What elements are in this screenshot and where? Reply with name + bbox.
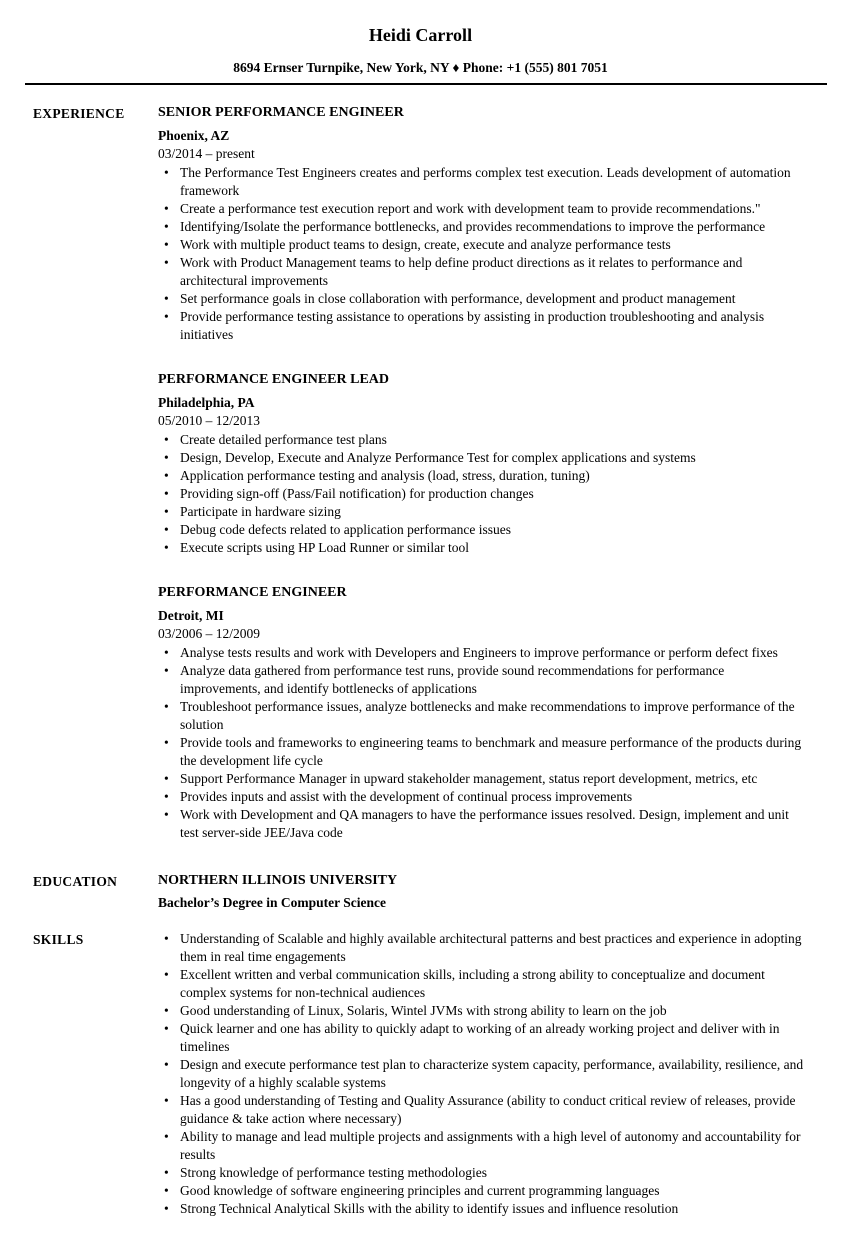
section-label-skills: SKILLS xyxy=(33,932,84,947)
job-dates: 03/2014 – present xyxy=(158,146,255,161)
job-entry xyxy=(158,584,808,842)
bullet-item: • Provides inputs and assist with the development of continual process improvements xyxy=(158,788,808,806)
job-bullets xyxy=(158,164,808,344)
section-skills xyxy=(33,930,808,1218)
bullet-item: • Work with Development and QA managers to have the performance issues resolved. Design, implement and unit test server-side JEE/Java code xyxy=(158,806,808,842)
bullet-item: • Create a performance test execution report and work with development team to provide recommendations." xyxy=(158,200,808,218)
bullet-item: • Provide tools and frameworks to engineering teams to benchmark and measure performance of the products during the development life cycle xyxy=(158,734,808,770)
section-label-experience: EXPERIENCE xyxy=(33,106,125,121)
job-bullets xyxy=(158,644,808,842)
bullet-item: • Support Performance Manager in upward stakeholder management, status report development, metrics, etc xyxy=(158,770,808,788)
bullet-item: • Understanding of Scalable and highly available architectural patterns and best practices and experience in adopting them in real time engagements xyxy=(158,930,808,966)
bullet-item: • Excellent written and verbal communication skills, including a strong ability to conceptualize and document complex systems for non-technical audiences xyxy=(158,966,808,1002)
degree: Bachelor’s Degree in Computer Science xyxy=(158,895,386,910)
bullet-item: • Quick learner and one has ability to quickly adapt to working of an already working project and deliver with in timelines xyxy=(158,1020,808,1056)
bullet-item: • Provide performance testing assistance to operations by assisting in production troubleshooting and analysis initiatives xyxy=(158,308,808,344)
bullet-item: • Strong knowledge of performance testing methodologies xyxy=(158,1164,808,1182)
bullet-item: • Work with multiple product teams to design, create, execute and analyze performance tests xyxy=(158,236,808,254)
section-education xyxy=(33,872,808,912)
bullet-item: • Good knowledge of software engineering principles and current programming languages xyxy=(158,1182,808,1200)
job-location: Detroit, MI xyxy=(158,608,224,623)
bullet-item: • Set performance goals in close collaboration with performance, development and product management xyxy=(158,290,808,308)
section-experience xyxy=(33,104,808,842)
school-name: NORTHERN ILLINOIS UNIVERSITY xyxy=(158,873,398,888)
education-content xyxy=(158,872,808,912)
job-dates: 05/2010 – 12/2013 xyxy=(158,413,261,428)
resume-name: Heidi Carroll xyxy=(368,25,473,45)
job-location: Philadelphia, PA xyxy=(158,395,255,410)
job-bullets xyxy=(158,431,808,557)
bullet-item: • Design and execute performance test plan to characterize system capacity, performance, availability, resilience, and longevity of a highly scalable systems xyxy=(158,1056,808,1092)
job-dates: 03/2006 – 12/2009 xyxy=(158,626,261,641)
bullet-item: • Troubleshoot performance issues, analyze bottlenecks and make recommendations to improve performance of the solution xyxy=(158,698,808,734)
job-location: Phoenix, AZ xyxy=(158,128,230,143)
bullet-item: • Providing sign-off (Pass/Fail notification) for production changes xyxy=(158,485,808,503)
jobs-list xyxy=(158,104,808,842)
bullet-item: • Execute scripts using HP Load Runner or similar tool xyxy=(158,539,808,557)
bullet-item: • Good understanding of Linux, Solaris, Wintel JVMs with strong ability to learn on the job xyxy=(158,1002,808,1020)
bullet-item: • Create detailed performance test plans xyxy=(158,431,808,449)
bullet-item: • Design, Develop, Execute and Analyze Performance Test for complex applications and systems xyxy=(158,449,808,467)
bullet-item: • Debug code defects related to application performance issues xyxy=(158,521,808,539)
bullet-item: • Work with Product Management teams to help define product directions as it relates to performance and architectural improvements xyxy=(158,254,808,290)
bullet-item: • Ability to manage and lead multiple projects and assignments with a high level of autonomy and accountability for results xyxy=(158,1128,808,1164)
header-divider xyxy=(25,83,827,85)
bullet-item: • Strong Technical Analytical Skills with the ability to identify issues and influence resolution xyxy=(158,1200,808,1218)
bullet-item: • Participate in hardware sizing xyxy=(158,503,808,521)
job-entry xyxy=(158,104,808,344)
bullet-item: • Identifying/Isolate the performance bottlenecks, and provides recommendations to improve the performance xyxy=(158,218,808,236)
section-label-education: EDUCATION xyxy=(33,874,118,889)
bullet-item: • Application performance testing and analysis (load, stress, duration, tuning) xyxy=(158,467,808,485)
job-title: PERFORMANCE ENGINEER xyxy=(158,585,347,600)
resume-header xyxy=(33,24,808,76)
job-entry xyxy=(158,371,808,557)
bullet-item: • Analyze data gathered from performance test runs, provide sound recommendations for performance improvements, and identify bottlenecks of applications xyxy=(158,662,808,698)
bullet-item: • The Performance Test Engineers creates and performs complex test execution. Leads development of automation framework xyxy=(158,164,808,200)
skills-list xyxy=(158,930,808,1218)
contact-line: 8694 Ernser Turnpike, New York, NY ♦ Phone: +1 (555) 801 7051 xyxy=(233,60,608,75)
job-title: SENIOR PERFORMANCE ENGINEER xyxy=(158,105,404,120)
bullet-item: • Analyse tests results and work with Developers and Engineers to improve performance or perform defect fixes xyxy=(158,644,808,662)
bullet-item: • Has a good understanding of Testing and Quality Assurance (ability to conduct critical review of releases, provide guidance & take action where necessary) xyxy=(158,1092,808,1128)
skills-content xyxy=(158,930,808,1218)
job-title: PERFORMANCE ENGINEER LEAD xyxy=(158,372,390,387)
